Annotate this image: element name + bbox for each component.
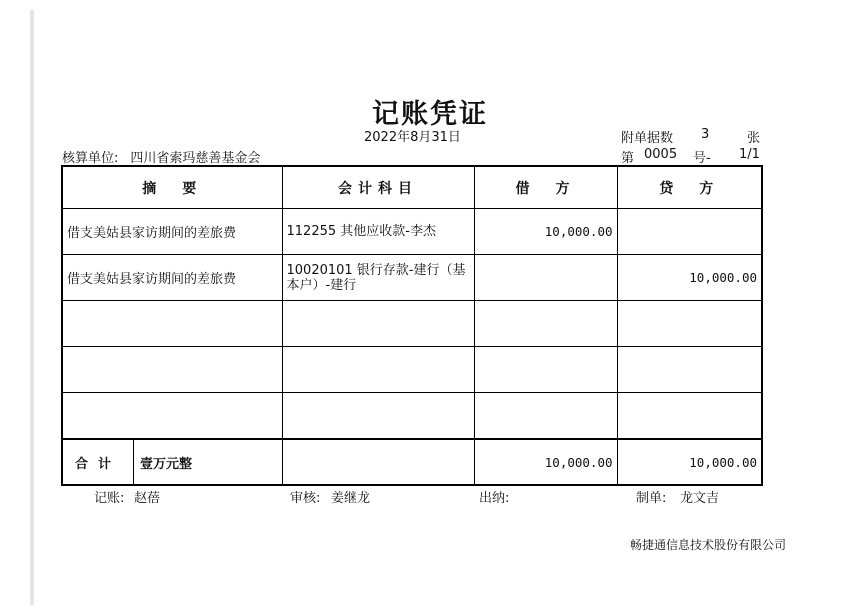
total-subject-cell: [282, 439, 474, 485]
voucher-number-prefix: 第: [621, 151, 635, 166]
subject-cell: 10020101 银行存款-建行（基本户）-建行: [282, 255, 474, 301]
reviewer-label: 审核:: [290, 491, 321, 506]
summary-cell: 借支美姑县家访期间的差旅费: [62, 255, 282, 301]
preparer-name: 龙文吉: [680, 491, 720, 506]
subject-cell: 112255 其他应收款-李杰: [282, 209, 474, 255]
credit-cell: [617, 393, 762, 440]
bookkeeper-name: 赵蓓: [134, 491, 161, 506]
cashier-label: 出纳:: [479, 491, 510, 506]
table-row: [62, 393, 762, 440]
preparer-label: 制单:: [636, 491, 667, 506]
total-label: 合计: [63, 440, 134, 484]
voucher-table: [61, 165, 763, 486]
credit-cell: [617, 209, 762, 255]
reviewer-name: 姜继龙: [331, 491, 371, 506]
debit-cell: [474, 347, 617, 393]
accounting-unit-value: 四川省索玛慈善基金会: [130, 151, 261, 166]
attachments-number: 3: [701, 127, 710, 142]
attachments-unit: 张: [747, 131, 761, 146]
summary-cell: 借支美姑县家访期间的差旅费: [62, 209, 282, 255]
subject-cell: [282, 301, 474, 347]
company-name: 畅捷通信息技术股份有限公司: [630, 538, 787, 552]
summary-cell: [62, 393, 282, 440]
subject-cell: [282, 393, 474, 440]
table-row: [62, 347, 762, 393]
header-account-subject: 会计科目: [282, 166, 474, 209]
credit-cell: [617, 301, 762, 347]
voucher-number-value: 0005: [644, 147, 678, 162]
accounting-unit: [62, 147, 260, 166]
table-row: [62, 255, 762, 301]
table-row: [62, 209, 762, 255]
bookkeeper-label: 记账:: [94, 491, 125, 506]
header-summary: 摘 要: [62, 166, 282, 209]
total-row: [62, 439, 762, 485]
total-debit: 10,000.00: [474, 439, 617, 485]
subject-cell: [282, 347, 474, 393]
table-row: [62, 301, 762, 347]
total-amount-words: 壹万元整: [140, 456, 193, 472]
total-summary-cell: [62, 439, 282, 485]
attachments-count: [621, 127, 761, 145]
header-debit: 借 方: [474, 166, 617, 209]
voucher-date: 2022年8月31日: [364, 130, 461, 145]
debit-cell: [474, 301, 617, 347]
header-credit: 贷 方: [617, 166, 762, 209]
summary-cell: [62, 301, 282, 347]
attachments-label: 附单据数: [621, 131, 674, 146]
voucher-number: [621, 147, 761, 165]
voucher-number-suffix: 号-: [693, 151, 711, 166]
summary-cell: [62, 347, 282, 393]
accounting-unit-label: 核算单位:: [62, 151, 119, 166]
voucher-page: 1/1: [739, 147, 760, 162]
voucher-title: 记账凭证: [372, 99, 488, 130]
debit-cell: [474, 255, 617, 301]
total-credit: 10,000.00: [617, 439, 762, 485]
table-header-row: [62, 166, 762, 209]
credit-cell: 10,000.00: [617, 255, 762, 301]
debit-cell: 10,000.00: [474, 209, 617, 255]
debit-cell: [474, 393, 617, 440]
credit-cell: [617, 347, 762, 393]
